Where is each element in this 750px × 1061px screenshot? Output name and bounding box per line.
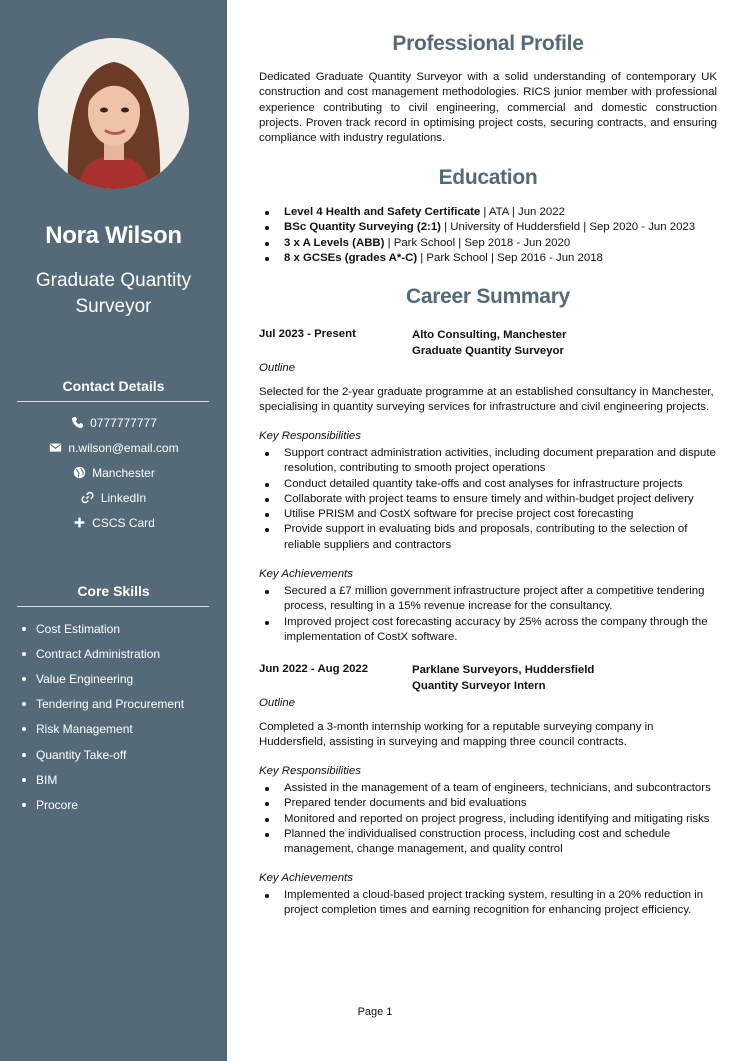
skill-label: Contract Administration [36,646,161,661]
contact-location [0,460,227,485]
bullet [22,652,26,656]
profile-photo [38,38,189,189]
contact-list [0,410,227,535]
outline-label: Outline [259,697,296,709]
contact-details-title: Contact Details [62,378,165,394]
education-detail: | Park School | Sep 2016 - Jun 2018 [417,251,603,264]
job-company [412,663,594,694]
skill-label: Cost Estimation [36,621,121,636]
phone-icon [70,416,84,430]
job-company-name: Alto Consulting, Manchester [412,329,567,341]
list-item: Collaborate with project teams to ensure timely and within-budget project delivery [259,492,717,507]
bullet [22,677,26,681]
list-item: Conduct detailed quantity take-offs and cost analyses for infrastructure projects [259,477,717,492]
education-item [259,205,717,220]
link-icon [81,491,95,505]
education-title: 8 x GCSEs (grades A*-C) [284,251,418,264]
job-dates: Jun 2022 - Aug 2022 [259,663,369,675]
skill-item [22,767,212,792]
job-outline: Completed a 3-month internship working for a reputable surveying company in Huddersfield, assisting in surveying and mapping three council contracts. [259,721,654,749]
skill-item [22,717,212,742]
skill-label: Tendering and Procurement [36,697,185,712]
contact-cscs-text: CSCS Card [92,515,155,530]
education-title: BSc Quantity Surveying (2:1) [284,221,441,234]
bullet [22,778,26,782]
outline-label: Outline [259,362,296,374]
bullet [22,727,26,731]
candidate-role: Graduate Quantity Surveyor [35,270,192,317]
candidate-name: Nora Wilson [45,222,182,249]
education-item [259,251,717,266]
bullet [22,803,26,807]
skills-list [22,616,212,818]
skill-label: Risk Management [36,722,133,737]
list-item: Monitored and reported on project progress, including identifying and mitigating risks [259,812,717,827]
career-heading: Career Summary [406,285,570,308]
skill-label: Quantity Take-off [36,747,127,762]
list-item: Prepared tender documents and bid evaluations [259,796,717,811]
responsibilities-label: Key Responsibilities [259,430,361,442]
list-item: Utilise PRISM and CostX software for precise project cost forecasting [259,507,717,522]
contact-email[interactable] [0,435,227,460]
profile-text: Dedicated Graduate Quantity Surveyor with a solid understanding of contemporary UK construction and cost management methodologies. RICS junior member with professional experience contributing to civil engineering, commercial and domestic construction projects. Proven track record in optimising project costs, securing contracts, and ensuring compliance with industry regulations. [259,71,717,145]
list-item: Secured a £7 million government infrastructure project after a competitive tendering process, resulting in a 15% revenue increase for the consultancy. [259,584,717,615]
responsibilities-list [259,446,717,553]
achievements-label: Key Achievements [259,872,353,884]
job-outline: Selected for the 2-year graduate programme at an established consultancy in Manchester, specialising in quantity surveying services for infrastructure and civil engineering projects. [259,386,714,414]
profile-photo-image [38,38,189,189]
job-position: Graduate Quantity Surveyor [412,344,564,357]
education-detail: | University of Huddersfield | Sep 2020 - Jun 2023 [440,221,696,234]
envelope-icon [48,441,62,455]
achievements-label: Key Achievements [259,568,353,580]
education-title: 3 x A Levels (ABB) [284,236,385,249]
list-item: Support contract administration activities, including document preparation and dispute resolution, contributing to smooth project operations [259,446,717,477]
contact-phone[interactable] [0,410,227,435]
skill-item [22,666,212,691]
bullet [22,627,26,631]
education-title: Level 4 Health and Safety Certificate [284,206,481,218]
skill-label: BIM [36,772,58,787]
bullet [22,702,26,706]
list-item: Improved project cost forecasting accuracy by 25% across the company through the implementation of CostX software. [259,615,717,646]
skills-divider [17,606,209,607]
skill-item [22,742,212,767]
education-item [259,236,717,251]
contact-linkedin-text: LinkedIn [100,490,147,505]
education-list [259,205,717,266]
page-number: Page 1 [357,1006,393,1018]
education-item [259,220,717,235]
responsibilities-list [259,781,717,857]
contact-email-text: n.wilson@email.com [68,440,179,455]
achievements-list [259,888,717,919]
job-position: Quantity Surveyor Intern [412,679,546,692]
education-heading: Education [438,166,538,189]
list-item: Implemented a cloud-based project tracking system, resulting in a 20% reduction in project completion times and earning recognition for enhancing project efficiency. [259,888,717,919]
globe-icon [72,466,86,480]
contact-cscs [0,510,227,535]
education-detail: | Park School | Sep 2018 - Jun 2020 [384,236,571,249]
job-company-name: Parklane Surveyors, Huddersfield [412,664,595,676]
contact-divider [17,401,209,402]
skill-item [22,616,212,641]
contact-phone-text: 0777777777 [90,415,157,430]
core-skills-title: Core Skills [77,583,150,599]
plus-icon [72,516,86,530]
job-company [412,328,566,359]
achievements-list [259,584,717,645]
list-item: Planned the individualised construction process, including cost and schedule management, change management, and quality control [259,827,717,858]
bullet [22,753,26,757]
job-dates: Jul 2023 - Present [259,328,356,340]
sidebar [0,0,227,1061]
skill-label: Value Engineering [36,671,134,686]
list-item: Assisted in the management of a team of engineers, technicians, and subcontractors [259,781,717,796]
education-detail: | ATA | Jun 2022 [480,206,565,218]
skill-item [22,641,212,666]
skill-label: Procore [36,797,79,812]
list-item: Provide support in evaluating bids and proposals, contributing to the selection of reliable suppliers and contractors [259,522,717,553]
responsibilities-label: Key Responsibilities [259,765,361,777]
contact-linkedin[interactable] [0,485,227,510]
contact-location-text: Manchester [92,465,155,480]
profile-heading: Professional Profile [392,32,584,55]
skill-item [22,792,212,817]
skill-item [22,692,212,717]
